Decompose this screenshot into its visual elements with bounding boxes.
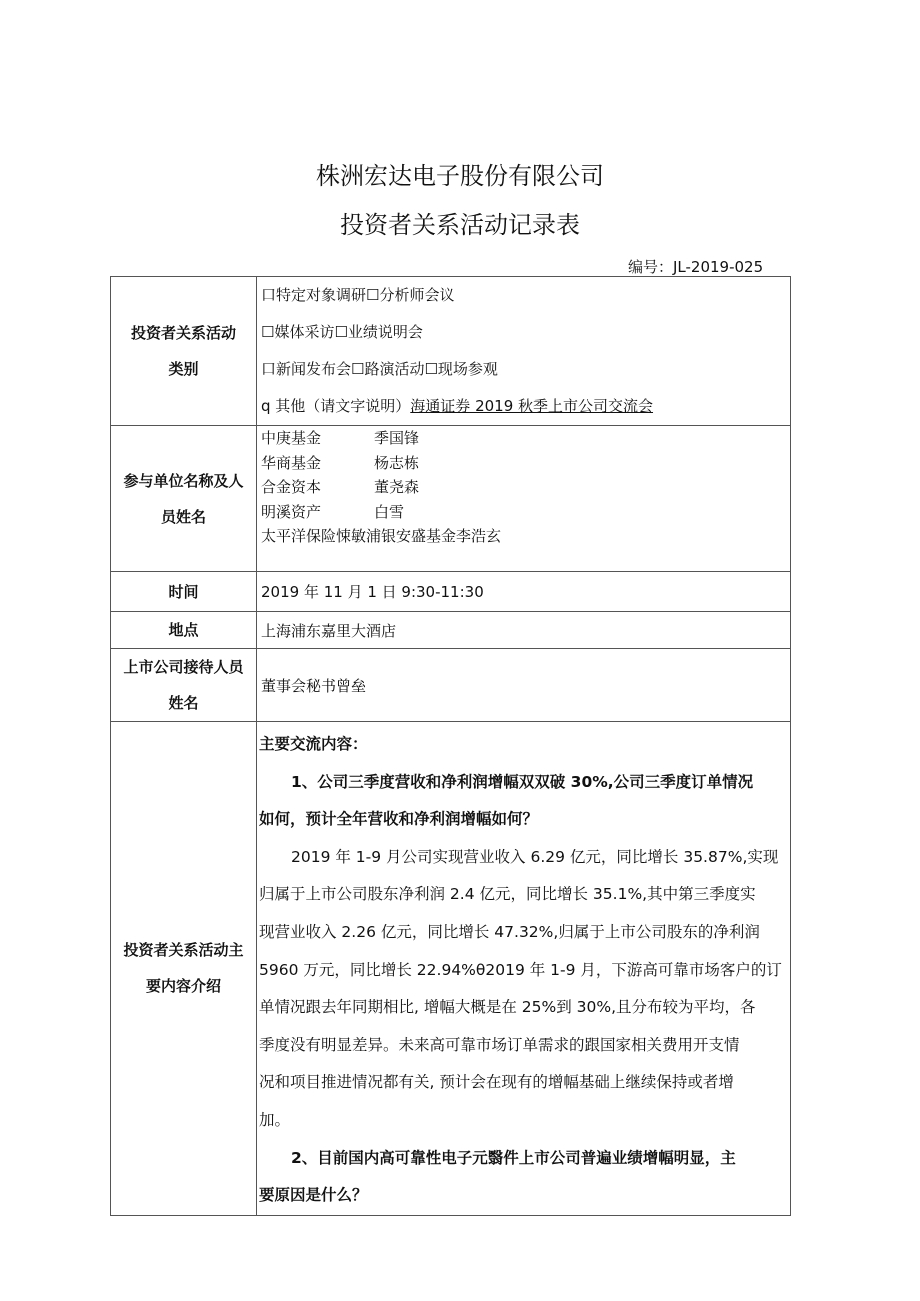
answer-1: 现营业收入 2.26 亿元，同比增长 47.32%,归属于上市公司股东的净利润 [259, 922, 760, 941]
participant [261, 475, 790, 500]
question-1: 1、公司三季度营收和净利润增幅双双破 30%,公司三季度订单情况 [291, 772, 754, 791]
answer-1: 加。 [259, 1110, 291, 1129]
row-reception [111, 649, 791, 722]
participant [261, 426, 790, 451]
answer-1: 季度没有明显差异。未来高可靠市场订单需求的跟国家相关费用开支情 [259, 1035, 740, 1054]
label-line: 类别 [168, 360, 199, 378]
participant-name: 季国锋 [374, 429, 420, 447]
answer-1: 况和项目推进情况都有关, 预计会在现有的增幅基础上继续保持或者增 [259, 1073, 734, 1092]
participant-org: 明溪资产 [261, 502, 322, 521]
question-2: 2、目前国内高可靠性电子元翳件上市公司普遍业绩增幅明显，主 [291, 1148, 736, 1167]
label-content [111, 722, 257, 1216]
label-location: 地点 [111, 612, 257, 649]
row-category [111, 277, 791, 426]
category-line-2: ☐媒体采访☐业绩说明会 [261, 323, 423, 341]
form-title: 投资者关系活动记录表 [340, 211, 580, 239]
label-participants [111, 426, 257, 572]
other-value: 海通证券 2019 秋季上市公司交流会 [410, 397, 654, 415]
content-heading: 主要交流内容： [259, 735, 368, 753]
location-value: 上海浦东嘉里大酒店 [257, 612, 791, 649]
row-time [111, 572, 791, 612]
time-value: 2019 年 11 月 1 日 9:30-11:30 [257, 572, 791, 612]
participant-last-line: 太平洋保险悚敏浦银安盛基金李浩玄 [261, 527, 502, 545]
label-reception [111, 649, 257, 722]
participant-org: 华商基金 [261, 453, 322, 472]
label-line: 上市公司接待人员 [123, 658, 244, 676]
label-category [111, 277, 257, 426]
answer-1: 单情况跟去年同期相比, 增幅大概是在 25%到 30%,且分布较为平均，各 [259, 998, 756, 1017]
question-2: 要原因是什么？ [259, 1186, 368, 1205]
answer-1: 5960 万元，同比增长 22.94%θ2019 年 1-9 月，下游高可靠市场客户的订 [259, 960, 782, 979]
participant-org: 合金资本 [261, 478, 322, 496]
participant-name: 白雪 [374, 502, 405, 521]
answer-1: 归属于上市公司股东净利润 2.4 亿元，同比增长 35.1%,其中第三季度实 [259, 885, 756, 904]
answer-1: 2019 年 1-9 月公司实现营业收入 6.29 亿元，同比增长 35.87%,实现 [291, 847, 779, 866]
label-line: 投资者关系活动 [130, 324, 236, 342]
category-line-1: 口特定对象调研☐分析师会议 [261, 286, 455, 304]
participant [261, 500, 790, 525]
participant [261, 451, 790, 476]
label-line: 姓名 [168, 694, 199, 712]
label-line: 要内容介绍 [145, 977, 221, 996]
reception-value: 董事会秘书曾垒 [257, 649, 791, 722]
category-line-3: 口新闻发布会☐路演活动☐现场参观 [261, 360, 498, 378]
row-participants [111, 426, 791, 572]
doc-number: 编号：JL-2019-025 [628, 258, 764, 276]
label-line: 员姓名 [160, 507, 206, 526]
participant-org: 中庚基金 [261, 429, 322, 447]
category-options [257, 277, 791, 426]
other-prefix: q 其他（请文字说明） [261, 397, 411, 415]
label-line: 参与单位名称及人 [123, 471, 244, 490]
company-title: 株洲宏达电子股份有限公司 [316, 162, 604, 190]
label-time: 时间 [111, 572, 257, 612]
participants-list [257, 426, 791, 572]
question-1: 如何，预计全年营收和净利润增幅如何？ [259, 810, 539, 829]
participant-name: 杨志栋 [374, 453, 420, 472]
category-other [261, 388, 790, 425]
row-location [111, 612, 791, 649]
content-body [257, 722, 791, 1216]
row-content [111, 722, 791, 1216]
label-line: 投资者关系活动主 [123, 941, 244, 960]
participant-name: 董尧森 [374, 478, 420, 496]
record-table [110, 276, 791, 1216]
